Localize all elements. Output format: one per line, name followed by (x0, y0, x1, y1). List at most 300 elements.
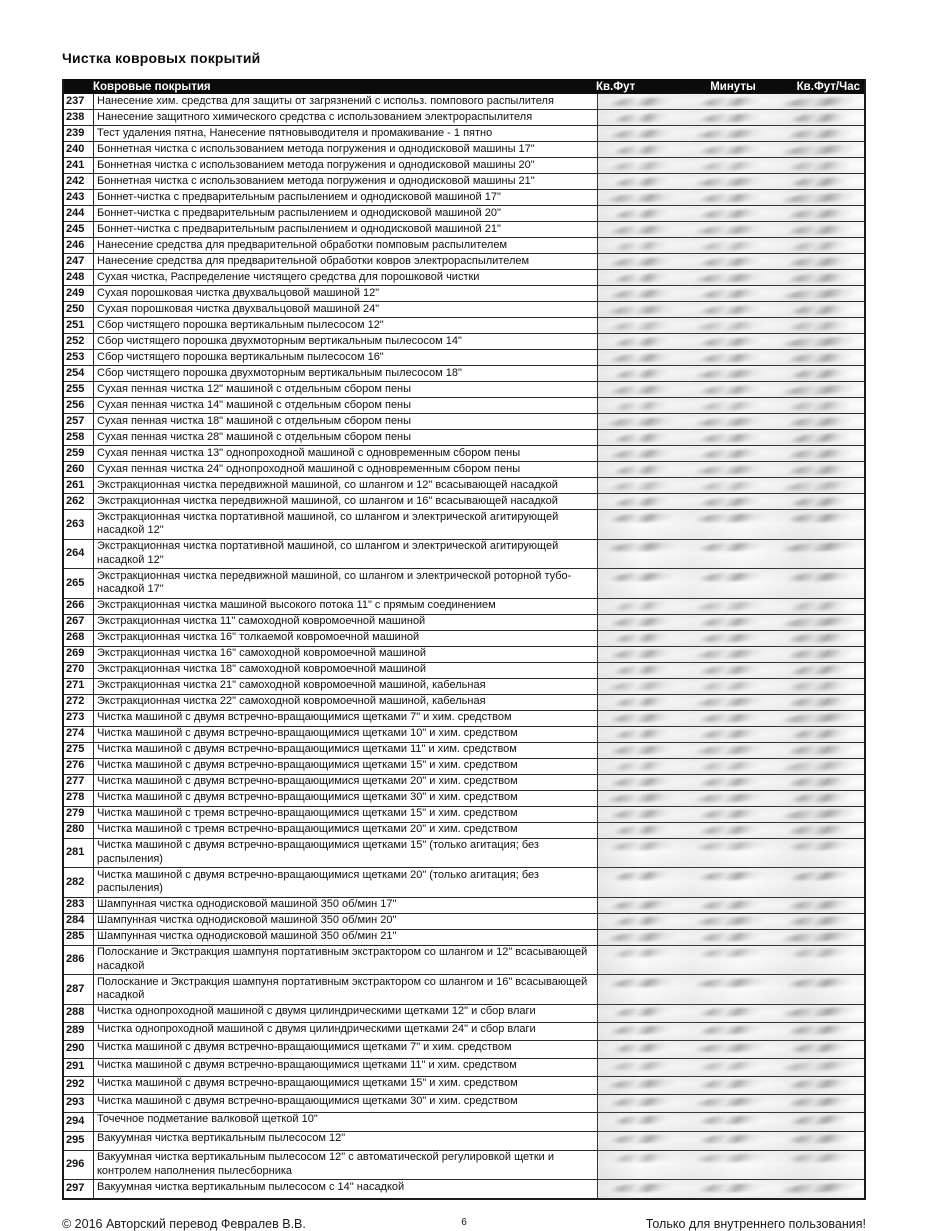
blurred-sqft-per-hour-value (787, 497, 853, 506)
sqft-per-hour-value-cell (775, 496, 864, 509)
table-row (64, 301, 864, 317)
minutes-value-cell (687, 1115, 776, 1131)
row-number: 264 (64, 540, 94, 569)
blurred-sqft-per-hour-value (784, 129, 856, 138)
row-number: 283 (64, 898, 94, 913)
sqft-per-hour-value-cell (775, 1079, 864, 1094)
minutes-value-cell (687, 825, 776, 838)
row-description: Экстракционная чистка машиной высокого потока 11" с прямым соединением (94, 599, 598, 614)
row-values-blurred (598, 110, 864, 125)
sqft-per-hour-value-cell (775, 1043, 864, 1058)
sqft-per-hour-value-cell (775, 665, 864, 678)
row-values-blurred (598, 94, 864, 109)
blurred-minutes-value (695, 1134, 767, 1143)
row-number: 257 (64, 414, 94, 429)
sqft-value-cell (598, 128, 687, 141)
minutes-value-cell (687, 841, 776, 868)
row-values-blurred (598, 1059, 864, 1076)
blurred-sqft-value (611, 729, 673, 739)
sqft-per-hour-value-cell (775, 1153, 864, 1180)
minutes-value-cell (687, 1079, 776, 1094)
sqft-per-hour-value-cell (775, 320, 864, 333)
row-number: 273 (64, 711, 94, 726)
minutes-value-cell (687, 1153, 776, 1180)
sqft-value-cell (598, 916, 687, 929)
blurred-minutes-value (695, 809, 767, 818)
sqft-value-cell (598, 432, 687, 445)
blurred-sqft-per-hour-value (784, 1097, 856, 1106)
row-values-blurred (598, 190, 864, 205)
row-values-blurred (598, 839, 864, 868)
sqft-per-hour-value-cell (775, 841, 864, 868)
sqft-per-hour-value-cell (775, 761, 864, 774)
table-row (64, 429, 864, 445)
sqft-value-cell (598, 272, 687, 285)
row-number: 245 (64, 222, 94, 237)
sqft-per-hour-value-cell (775, 368, 864, 381)
document-page (62, 50, 866, 1231)
sqft-value-cell (598, 1097, 687, 1112)
row-values-blurred (598, 647, 864, 662)
minutes-value-cell (687, 1007, 776, 1022)
row-number: 279 (64, 807, 94, 822)
sqft-value-cell (598, 256, 687, 269)
sqft-value-cell (598, 1079, 687, 1094)
row-number: 240 (64, 142, 94, 157)
sqft-value-cell (598, 729, 687, 742)
blurred-sqft-per-hour-value (777, 192, 862, 203)
row-description: Чистка машиной с двумя встречно-вращающимися щетками 15" и хим. средством (94, 759, 598, 774)
blurred-sqft-value (604, 417, 682, 426)
table-row (64, 646, 864, 662)
table-row (64, 726, 864, 742)
table-row (64, 838, 864, 868)
row-description: Чистка машиной с двумя встречно-вращающимися щетками 10" и хим. средством (94, 727, 598, 742)
table-row (64, 1040, 864, 1058)
table-header-row (64, 79, 864, 94)
table-row (64, 974, 864, 1004)
sqft-per-hour-value-cell (775, 977, 864, 1004)
blurred-sqft-value (604, 681, 682, 690)
row-number: 284 (64, 914, 94, 929)
minutes-value-cell (687, 713, 776, 726)
table-row (64, 598, 864, 614)
table-row (64, 317, 864, 333)
blurred-minutes-value (691, 273, 771, 282)
table-row (64, 125, 864, 141)
table-row (64, 630, 864, 646)
sqft-per-hour-value-cell (775, 224, 864, 237)
minutes-value-cell (687, 160, 776, 173)
table-row (64, 253, 864, 269)
row-values-blurred (598, 1023, 864, 1040)
sqft-value-cell (598, 480, 687, 493)
row-values-blurred (598, 1005, 864, 1022)
sqft-per-hour-value-cell (775, 777, 864, 790)
sqft-per-hour-value-cell (775, 1061, 864, 1076)
sqft-per-hour-value-cell (775, 601, 864, 614)
row-number: 269 (64, 647, 94, 662)
page-title: Чистка ковровых покрытий (62, 50, 261, 66)
blurred-sqft-value (611, 497, 673, 507)
blurred-minutes-value (695, 145, 767, 154)
row-description: Экстракционная чистка 16" самоходной ковромоечной машиной (94, 647, 598, 662)
blurred-sqft-per-hour-value (784, 273, 856, 282)
blurred-sqft-per-hour-value (777, 542, 862, 553)
row-values-blurred (598, 318, 864, 333)
sqft-per-hour-value-cell (775, 176, 864, 189)
blurred-minutes-value (691, 601, 771, 610)
blurred-sqft-per-hour-value (784, 777, 856, 786)
row-values-blurred (598, 1077, 864, 1094)
blurred-minutes-value (695, 900, 767, 909)
blurred-sqft-per-hour-value (784, 513, 856, 522)
table-row (64, 1131, 864, 1150)
row-values-blurred (598, 1041, 864, 1058)
row-values-blurred (598, 1095, 864, 1112)
table-row (64, 694, 864, 710)
sqft-value-cell (598, 368, 687, 381)
sqft-per-hour-value-cell (775, 96, 864, 109)
row-values-blurred (598, 540, 864, 569)
table-row (64, 945, 864, 975)
row-values-blurred (598, 711, 864, 726)
sqft-value-cell (598, 1134, 687, 1150)
blurred-sqft-per-hour-value (777, 1061, 862, 1072)
sqft-per-hour-value-cell (775, 288, 864, 301)
blurred-sqft-value (607, 481, 679, 490)
blurred-sqft-value (611, 145, 673, 155)
blurred-sqft-value (607, 713, 679, 722)
blurred-sqft-value (611, 948, 673, 958)
row-description: Шампунная чистка однодисковой машиной 350 об/мин 17" (94, 898, 598, 913)
blurred-sqft-value (607, 1061, 679, 1070)
row-number: 285 (64, 930, 94, 945)
blurred-sqft-value (611, 633, 673, 643)
minutes-value-cell (687, 977, 776, 1004)
row-values-blurred (598, 446, 864, 461)
blurred-sqft-value (607, 617, 679, 626)
row-number: 258 (64, 430, 94, 445)
blurred-minutes-value (695, 1007, 767, 1016)
minutes-value-cell (687, 176, 776, 189)
blurred-sqft-per-hour-value (786, 240, 853, 250)
sqft-per-hour-value-cell (775, 240, 864, 253)
sqft-per-hour-value-cell (775, 304, 864, 317)
blurred-sqft-per-hour-value (784, 900, 856, 909)
blurred-minutes-value (691, 697, 771, 706)
row-description: Боннетная чистка с использованием метода погружения и однодисковой машины 20" (94, 158, 598, 173)
sqft-value-cell (598, 496, 687, 509)
row-number: 256 (64, 398, 94, 413)
blurred-minutes-value (695, 353, 767, 362)
table-row (64, 109, 864, 125)
row-values-blurred (598, 615, 864, 630)
blurred-sqft-per-hour-value (777, 617, 862, 628)
sqft-value-cell (598, 96, 687, 109)
minutes-value-cell (687, 649, 776, 662)
row-values-blurred (598, 868, 864, 897)
row-description: Чистка машиной с двумя встречно-вращающимися щетками 11" и хим. средством (94, 1059, 598, 1076)
sqft-per-hour-value-cell (775, 681, 864, 694)
blurred-minutes-value (695, 729, 767, 738)
row-values-blurred (598, 430, 864, 445)
row-values-blurred (598, 398, 864, 413)
minutes-value-cell (687, 809, 776, 822)
row-number: 293 (64, 1095, 94, 1112)
sqft-value-cell (598, 697, 687, 710)
header-sqft-column: Кв.Фут (596, 80, 636, 93)
blurred-sqft-value (607, 1025, 679, 1034)
blurred-minutes-value (695, 572, 767, 581)
blurred-sqft-value (607, 97, 679, 106)
blurred-minutes-value (695, 825, 767, 834)
minutes-value-cell (687, 96, 776, 109)
sqft-per-hour-value-cell (775, 542, 864, 569)
blurred-minutes-value (691, 1043, 771, 1052)
sqft-per-hour-value-cell (775, 649, 864, 662)
row-number: 251 (64, 318, 94, 333)
minutes-value-cell (687, 416, 776, 429)
row-number: 286 (64, 946, 94, 975)
blurred-sqft-per-hour-value (784, 353, 856, 362)
row-description: Сухая пенная чистка 12" машиной с отдельным сбором пены (94, 382, 598, 397)
blurred-sqft-per-hour-value (787, 793, 853, 802)
minutes-value-cell (687, 870, 776, 897)
row-number: 276 (64, 759, 94, 774)
table-row (64, 461, 864, 477)
row-description: Сухая пенная чистка 28" машиной с отдельным сбором пены (94, 430, 598, 445)
table-row (64, 141, 864, 157)
row-number: 277 (64, 775, 94, 790)
table-row (64, 1179, 864, 1198)
sqft-per-hour-value-cell (775, 713, 864, 726)
row-description: Боннет-чистка с предварительным распылением и однодисковой машиной 21" (94, 222, 598, 237)
row-values-blurred (598, 334, 864, 349)
minutes-value-cell (687, 224, 776, 237)
sqft-value-cell (598, 1007, 687, 1022)
sqft-value-cell (598, 977, 687, 1004)
row-number: 263 (64, 510, 94, 539)
sqft-value-cell (598, 1153, 687, 1180)
row-description: Чистка машиной с тремя встречно-вращающимися щетками 15" и хим. средством (94, 807, 598, 822)
minutes-value-cell (687, 400, 776, 413)
row-description: Экстракционная чистка 21" самоходной ковромоечной машиной, кабельная (94, 679, 598, 694)
row-number: 290 (64, 1041, 94, 1058)
row-number: 253 (64, 350, 94, 365)
blurred-sqft-value (607, 225, 679, 234)
sqft-per-hour-value-cell (775, 1007, 864, 1022)
minutes-value-cell (687, 336, 776, 349)
row-number: 278 (64, 791, 94, 806)
sqft-value-cell (598, 932, 687, 945)
sqft-per-hour-value-cell (775, 948, 864, 975)
row-description: Экстракционная чистка передвижной машиной, со шлангом и 16" всасывающей насадкой (94, 494, 598, 509)
sqft-value-cell (598, 176, 687, 189)
row-number: 296 (64, 1151, 94, 1180)
row-values-blurred (598, 174, 864, 189)
blurred-minutes-value (691, 129, 771, 138)
row-number: 254 (64, 366, 94, 381)
row-description: Чистка машиной с двумя встречно-вращающимися щетками 30" и хим. средством (94, 1095, 598, 1112)
row-description: Экстракционная чистка 22" самоходной ковромоечной машиной, кабельная (94, 695, 598, 710)
row-values-blurred (598, 302, 864, 317)
minutes-value-cell (687, 681, 776, 694)
sqft-per-hour-value-cell (775, 160, 864, 173)
blurred-sqft-per-hour-value (777, 384, 862, 395)
table-row (64, 867, 864, 897)
row-number: 294 (64, 1113, 94, 1131)
minutes-value-cell (687, 288, 776, 301)
row-description: Сухая порошковая чистка двухвальцовой машиной 24" (94, 302, 598, 317)
blurred-sqft-per-hour-value (787, 729, 853, 738)
blurred-sqft-value (607, 572, 679, 581)
minutes-value-cell (687, 900, 776, 913)
blurred-minutes-value (691, 745, 771, 754)
row-description: Сухая чистка, Распределение чистящего средства для порошковой чистки (94, 270, 598, 285)
minutes-value-cell (687, 352, 776, 365)
sqft-value-cell (598, 665, 687, 678)
minutes-value-cell (687, 665, 776, 678)
sqft-value-cell (598, 1025, 687, 1040)
sqft-value-cell (598, 601, 687, 614)
sqft-per-hour-value-cell (775, 432, 864, 445)
table-row (64, 758, 864, 774)
row-description: Боннет-чистка с предварительным распылением и однодисковой машиной 17" (94, 190, 598, 205)
blurred-sqft-value (611, 1115, 673, 1125)
row-values-blurred (598, 494, 864, 509)
row-description: Нанесение средства для предварительной обработки ковров электрораспылителем (94, 254, 598, 269)
blurred-sqft-value (604, 193, 682, 202)
row-number: 272 (64, 695, 94, 710)
blurred-minutes-value (695, 401, 767, 410)
blurred-sqft-per-hour-value (777, 761, 862, 772)
minutes-value-cell (687, 777, 776, 790)
table-row (64, 1004, 864, 1022)
minutes-value-cell (687, 320, 776, 333)
footer-copyright: © 2016 Авторский перевод Февралев В.В. (62, 1217, 306, 1231)
blurred-sqft-per-hour-value (777, 480, 862, 491)
sqft-value-cell (598, 745, 687, 758)
sqft-value-cell (598, 112, 687, 125)
blurred-minutes-value (695, 257, 767, 266)
blurred-minutes-value (695, 113, 767, 122)
row-description: Сухая пенная чистка 18" машиной с отдельным сбором пены (94, 414, 598, 429)
blurred-sqft-per-hour-value (784, 1079, 856, 1088)
blurred-sqft-value (607, 257, 679, 266)
blurred-sqft-per-hour-value (784, 649, 856, 658)
minutes-value-cell (687, 1134, 776, 1150)
footer-notice: Только для внутреннего пользования! (645, 1217, 866, 1231)
blurred-sqft-per-hour-value (787, 113, 853, 122)
blurred-sqft-per-hour-value (787, 601, 853, 610)
blurred-minutes-value (691, 1153, 771, 1162)
sqft-per-hour-value-cell (775, 208, 864, 221)
blurred-minutes-value (695, 761, 767, 770)
sqft-value-cell (598, 448, 687, 461)
minutes-value-cell (687, 1043, 776, 1058)
row-number: 282 (64, 868, 94, 897)
blurred-minutes-value (695, 449, 767, 458)
blurred-sqft-value (611, 401, 673, 411)
blurred-minutes-value (691, 793, 771, 802)
blurred-sqft-value (611, 1007, 673, 1017)
minutes-value-cell (687, 1182, 776, 1198)
sqft-value-cell (598, 542, 687, 569)
sqft-per-hour-value-cell (775, 571, 864, 598)
table-row (64, 333, 864, 349)
table-row (64, 397, 864, 413)
blurred-sqft-per-hour-value (777, 932, 862, 943)
minutes-value-cell (687, 240, 776, 253)
blurred-sqft-value (607, 513, 679, 522)
blurred-sqft-value (611, 337, 673, 347)
row-number: 292 (64, 1077, 94, 1094)
row-description: Сбор чистящего порошка двухмоторным вертикальным пылесосом 18" (94, 366, 598, 381)
blurred-sqft-value (607, 1097, 679, 1106)
blurred-minutes-value (695, 305, 767, 314)
blurred-minutes-value (695, 97, 767, 106)
header-name-column: Ковровые покрытия (93, 80, 211, 93)
blurred-sqft-value (607, 289, 679, 298)
blurred-sqft-value (611, 241, 673, 251)
row-number: 275 (64, 743, 94, 758)
sqft-per-hour-value-cell (775, 697, 864, 710)
sqft-value-cell (598, 681, 687, 694)
blurred-minutes-value (695, 337, 767, 346)
table-row (64, 806, 864, 822)
sqft-per-hour-value-cell (775, 384, 864, 397)
blurred-minutes-value (695, 161, 767, 170)
sqft-per-hour-value-cell (775, 870, 864, 897)
row-description: Точечное подметание валковой щеткой 10" (94, 1113, 598, 1131)
sqft-value-cell (598, 224, 687, 237)
table-row (64, 1076, 864, 1094)
blurred-minutes-value (691, 916, 771, 925)
blurred-minutes-value (695, 948, 767, 957)
row-values-blurred (598, 975, 864, 1004)
row-values-blurred (598, 142, 864, 157)
row-values-blurred (598, 510, 864, 539)
blurred-sqft-value (604, 304, 681, 314)
sqft-value-cell (598, 240, 687, 253)
table-row (64, 381, 864, 397)
row-description: Чистка машиной с двумя встречно-вращающимися щетками 11" и хим. средством (94, 743, 598, 758)
sqft-value-cell (598, 1043, 687, 1058)
blurred-minutes-value (691, 225, 771, 234)
row-number: 267 (64, 615, 94, 630)
minutes-value-cell (687, 208, 776, 221)
blurred-sqft-value (611, 273, 673, 283)
row-description: Сухая пенная чистка 24" однопроходной машиной с одновременным сбором пены (94, 462, 598, 477)
minutes-value-cell (687, 192, 776, 205)
row-values-blurred (598, 898, 864, 913)
table-row (64, 221, 864, 237)
blurred-sqft-per-hour-value (784, 449, 856, 458)
table-row (64, 614, 864, 630)
row-description: Нанесение хим. средства для защиты от загрязнений с использ. помпового распылителя (94, 94, 598, 109)
sqft-per-hour-value-cell (775, 729, 864, 742)
table-row (64, 897, 864, 913)
table-row (64, 365, 864, 381)
row-description: Экстракционная чистка портативной машиной, со шлангом и электрической агитирующей насадкой 12" (94, 540, 598, 569)
row-values-blurred (598, 743, 864, 758)
blurred-sqft-value (607, 161, 679, 170)
row-number: 261 (64, 478, 94, 493)
row-description: Тест удаления пятна, Нанесение пятновыводителя и промакивание - 1 пятно (94, 126, 598, 141)
blurred-minutes-value (695, 871, 767, 880)
blurred-sqft-value (607, 449, 679, 458)
